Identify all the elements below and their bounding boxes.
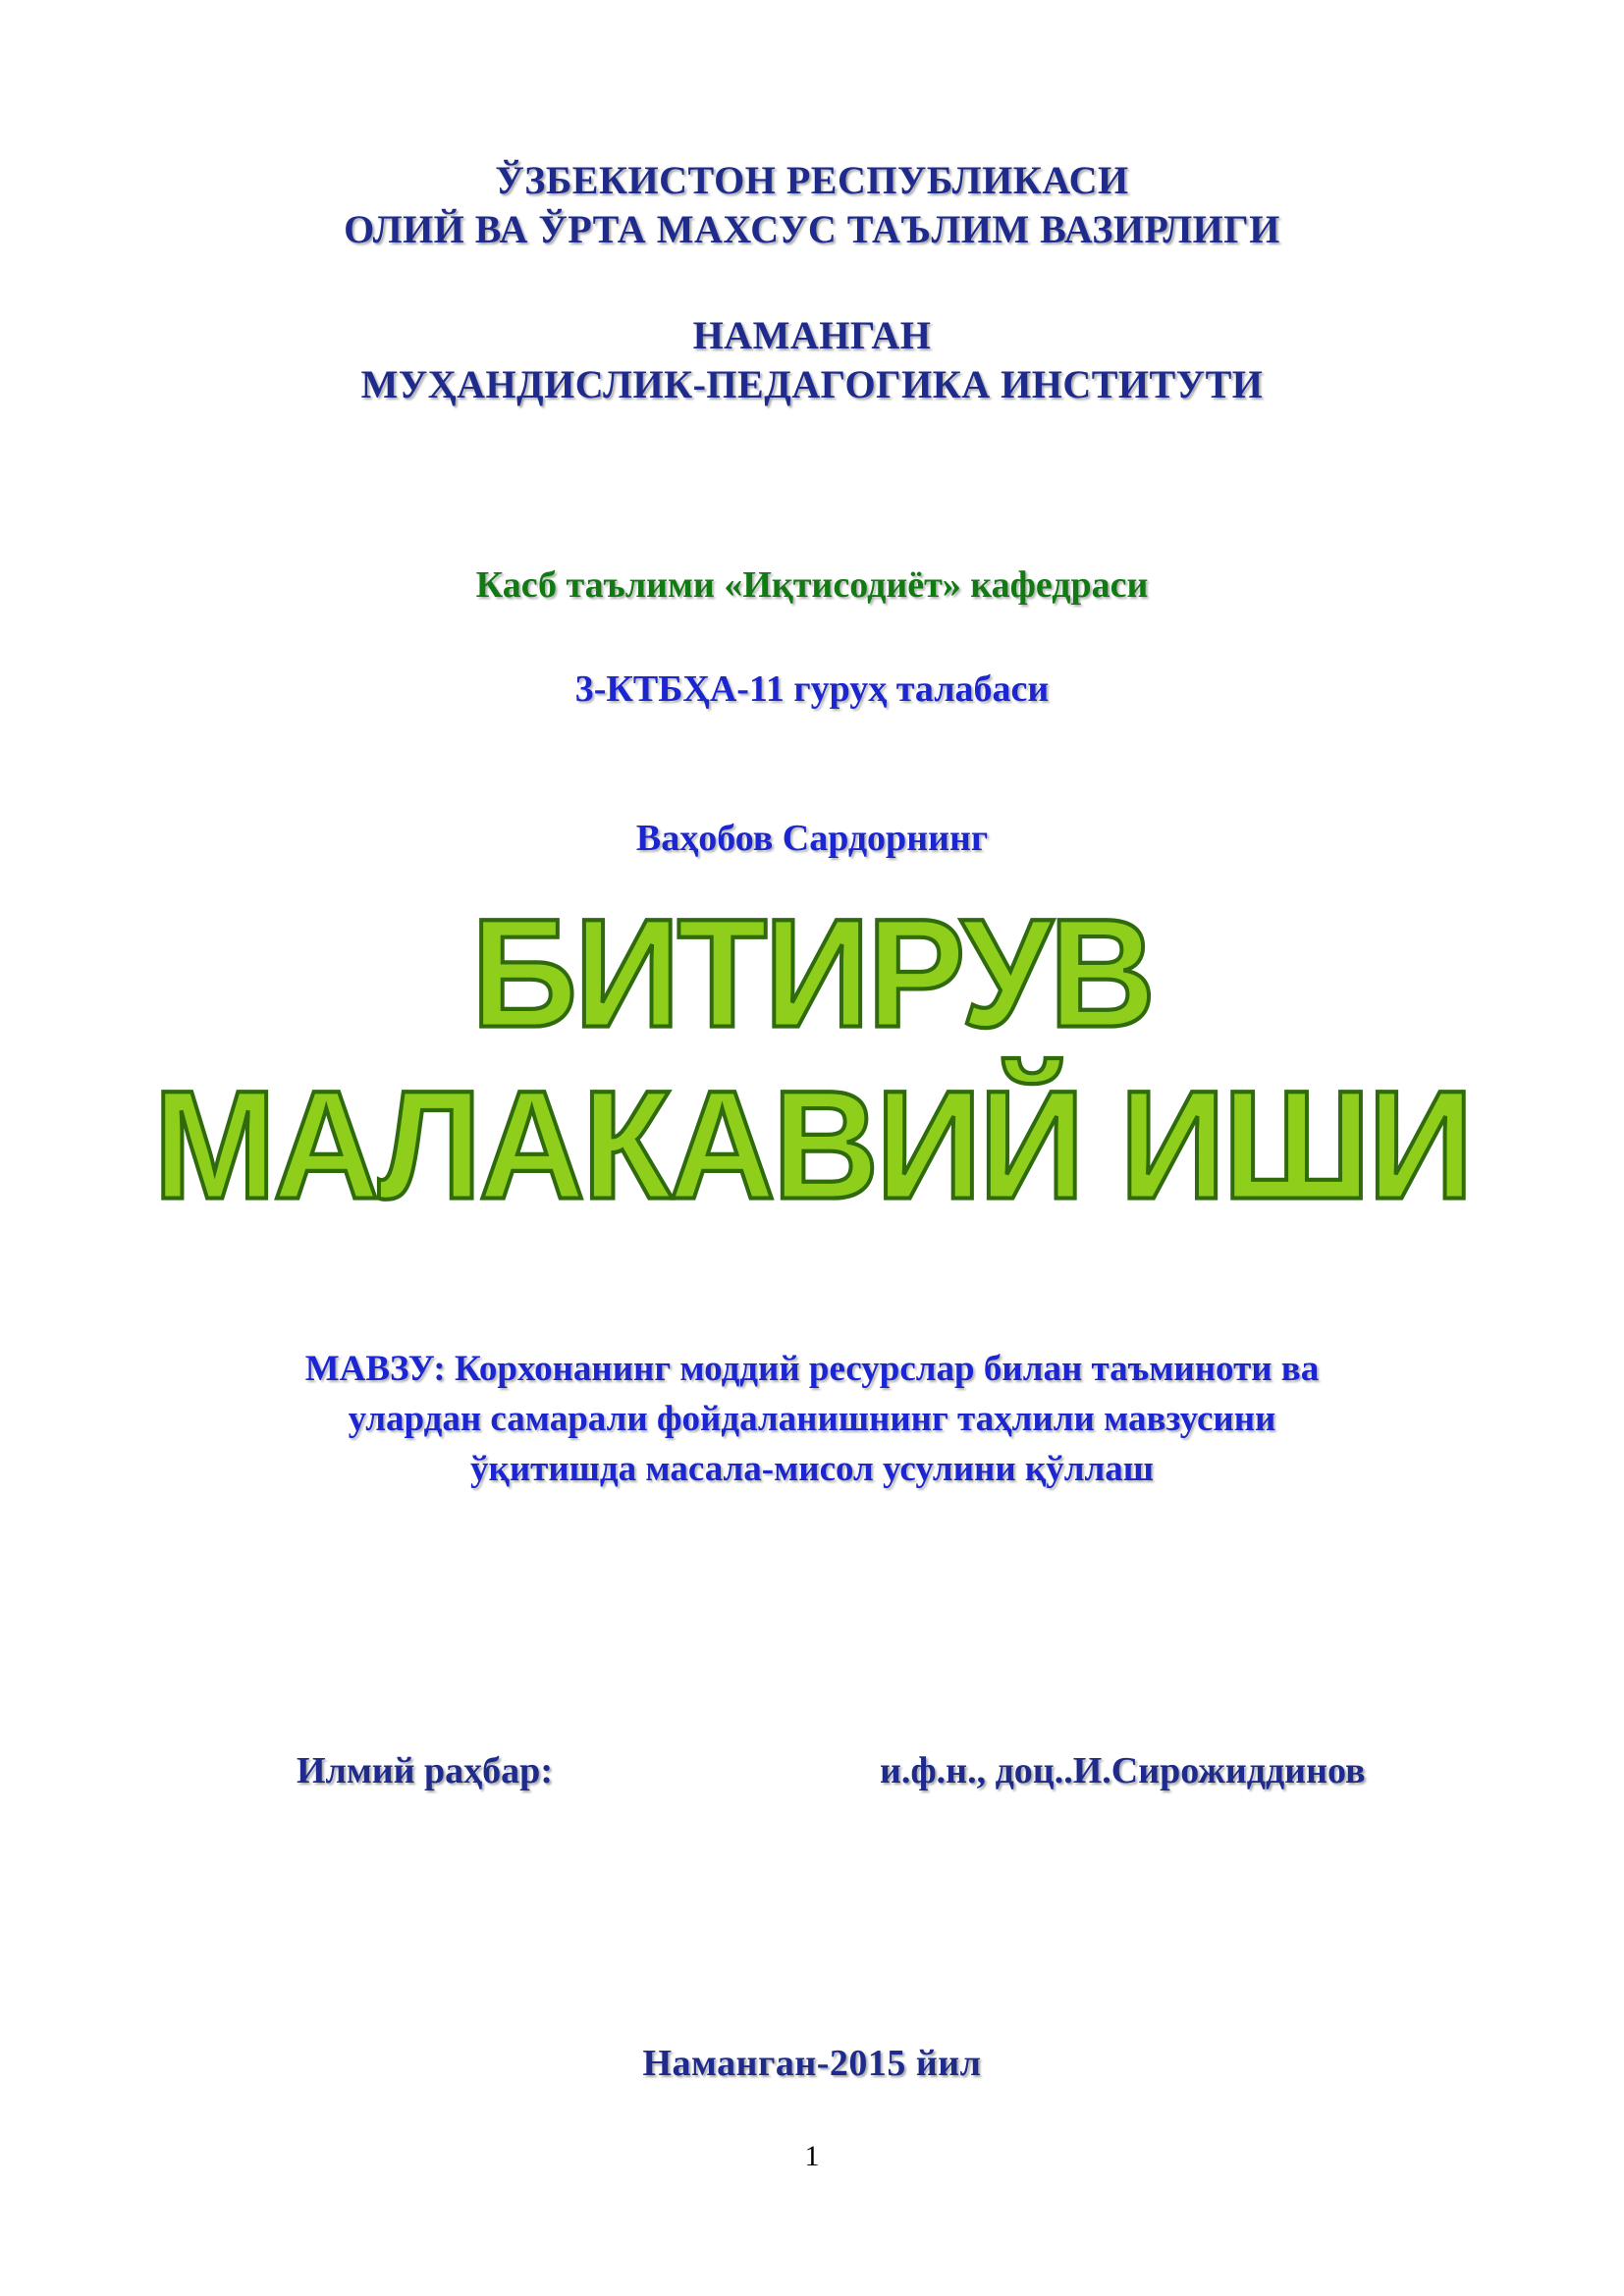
student-group: 3-КТБҲА-11 гуруҳ талабаси [574, 668, 1050, 710]
work-title-line1: БИТИРУВ [471, 885, 1153, 1060]
advisor-label: Илмий раҳбар: [297, 1750, 553, 1791]
department-name: Касб таълими «Иқтисодиёт» кафедраси [475, 564, 1149, 606]
topic-line3: ўқитишда масала-мисол усулини қўллаш [470, 1449, 1154, 1489]
ministry-heading: ОЛИЙ ВА ЎРТА МАХСУС ТАЪЛИМ ВАЗИРЛИГИ [344, 207, 1280, 251]
republic-heading: ЎЗБЕКИСТОН РЕСПУБЛИКАСИ [495, 158, 1129, 202]
page-number: 1 [804, 2140, 820, 2172]
institute-heading: МУҲАНДИСЛИК-ПЕДАГОГИКА ИНСТИТУТИ [360, 362, 1264, 406]
city-heading: НАМАНГАН [692, 313, 932, 357]
topic-line1: МАВЗУ: Корхонанинг моддий ресурслар билан таъминоти ва [304, 1349, 1320, 1389]
student-name: Ваҳобов Сардорнинг [635, 818, 989, 859]
advisor-name: и.ф.н., доц..И.Сирожиддинов [880, 1750, 1366, 1791]
work-title-line2: МАЛАКАВИЙ ИШИ [153, 1057, 1471, 1232]
place-year: Наманган-2015 йил [642, 2043, 982, 2084]
topic-line2: улардан самарали фойдаланишнинг таҳлили мавзусини [348, 1399, 1276, 1439]
